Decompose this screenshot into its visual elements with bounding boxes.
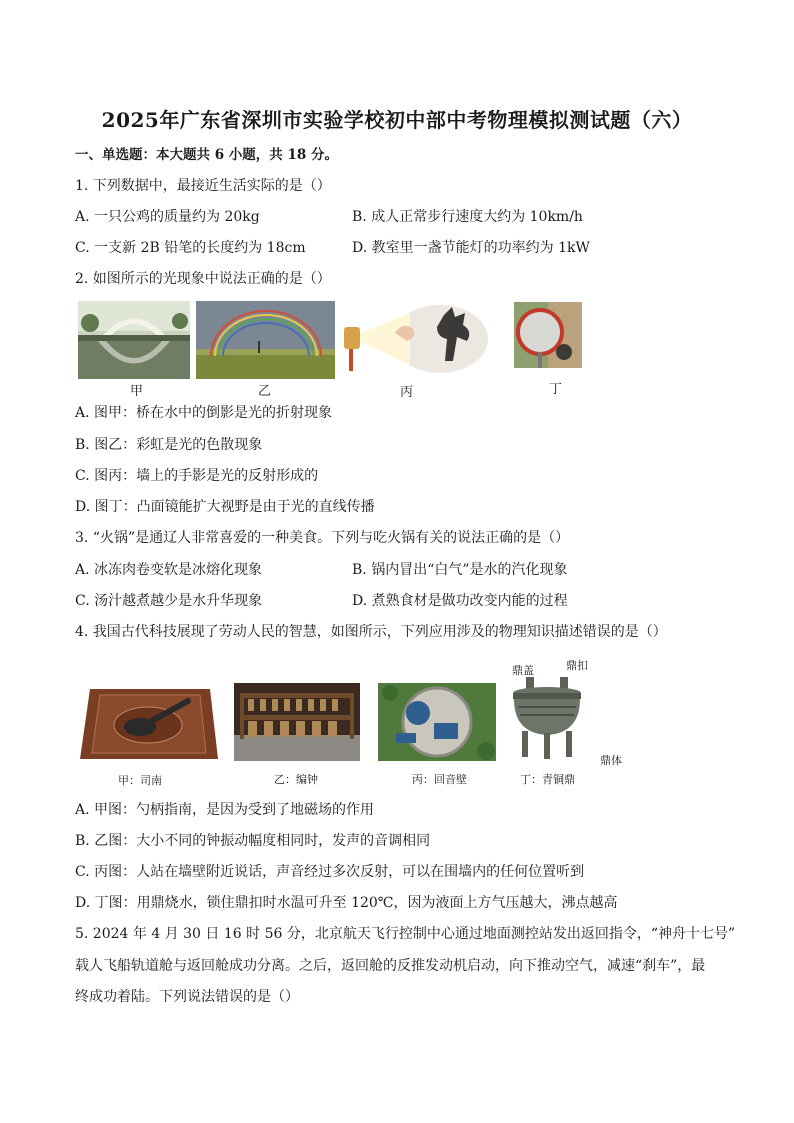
q3-option-b: B. 锅内冒出“白气”是水的汽化现象	[352, 562, 568, 578]
q2-stem: 2. 如图所示的光现象中说法正确的是（）	[75, 271, 331, 287]
ding-buckle-label: 鼎扣	[566, 659, 588, 672]
q1-option-d: D. 教室里一盏节能灯的功率约为 1kW	[352, 240, 590, 256]
q3-option-c: C. 汤汁越煮越少是水升华现象	[75, 593, 263, 609]
q3-stem: 3. “火锅”是通辽人非常喜爱的一种美食。下列与吃火锅有关的说法正确的是（）	[75, 530, 570, 546]
q2-option-b: B. 图乙：彩虹是光的色散现象	[75, 437, 263, 453]
q2-caption-ding: 丁	[549, 382, 563, 397]
q4-caption-bing: 丙：回音壁	[412, 773, 467, 786]
hand-shadow-image	[340, 303, 490, 375]
q4-option-b: B. 乙图：大小不同的钟振动幅度相同时，发声的音调相同	[75, 833, 431, 849]
q2-caption-jia: 甲	[130, 384, 144, 399]
section-heading: 一、单选题：本大题共 6 小题，共 18 分。	[75, 147, 338, 163]
q3-option-a: A. 冰冻肉卷变软是冰熔化现象	[75, 562, 263, 578]
chime-bells-image	[234, 683, 360, 761]
q4-stem: 4. 我国古代科技展现了劳动人民的智慧，如图所示，下列应用涉及的物理知识描述错误的是（）	[75, 624, 667, 640]
echo-wall-image	[378, 683, 496, 761]
sinan-compass-image	[76, 683, 220, 765]
q1-stem: 1. 下列数据中，最接近生活实际的是（）	[75, 178, 331, 194]
q2-option-a: A. 图甲：桥在水中的倒影是光的折射现象	[75, 405, 333, 421]
q4-option-c: C. 丙图：人站在墙壁附近说话，声音经过多次反射，可以在围墙内的任何位置听到	[75, 864, 585, 880]
convex-mirror-image	[514, 302, 582, 368]
q2-caption-bing: 丙	[400, 385, 414, 400]
q5-stem-line1: 5. 2024 年 4 月 30 日 16 时 56 分，北京航天飞行控制中心通过地面测控站发出返回指令，“神舟十七号”	[75, 926, 736, 942]
bronze-ding-image	[504, 673, 590, 765]
q3-option-d: D. 煮熟食材是做功改变内能的过程	[352, 593, 568, 609]
rainbow-image	[196, 301, 335, 379]
q4-option-d: D. 丁图：用鼎烧水，锁住鼎扣时水温可升至 120℃，因为液面上方气压越大，沸点越高	[75, 895, 618, 911]
q1-option-a: A. 一只公鸡的质量约为 20kg	[75, 209, 260, 225]
q4-caption-jia: 甲：司南	[118, 774, 162, 787]
q2-option-c: C. 图丙：墙上的手影是光的反射形成的	[75, 468, 319, 484]
ding-body-label: 鼎体	[600, 754, 622, 767]
q1-option-b: B. 成人正常步行速度大约为 10km/h	[352, 209, 583, 225]
q4-option-a: A. 甲图：勺柄指南，是因为受到了地磁场的作用	[75, 802, 375, 818]
q2-option-d: D. 图丁：凸面镜能扩大视野是由于光的直线传播	[75, 499, 375, 515]
bridge-reflection-image	[78, 301, 190, 379]
ding-lid-label: 鼎盖	[512, 664, 534, 677]
q1-option-c: C. 一支新 2B 铅笔的长度约为 18cm	[75, 240, 306, 256]
q4-caption-ding: 丁：青铜鼎	[520, 773, 575, 786]
q2-caption-yi: 乙	[258, 384, 272, 399]
q5-stem-line3: 终成功着陆。下列说法错误的是（）	[75, 989, 299, 1005]
page-title: 2025年广东省深圳市实验学校初中部中考物理模拟测试题（六）	[101, 108, 693, 132]
q4-caption-yi: 乙：编钟	[274, 773, 318, 786]
q5-stem-line2: 载人飞船轨道舱与返回舱成功分离。之后，返回舱的反推发动机启动，向下推动空气，减速“刹车”，最	[75, 958, 706, 974]
